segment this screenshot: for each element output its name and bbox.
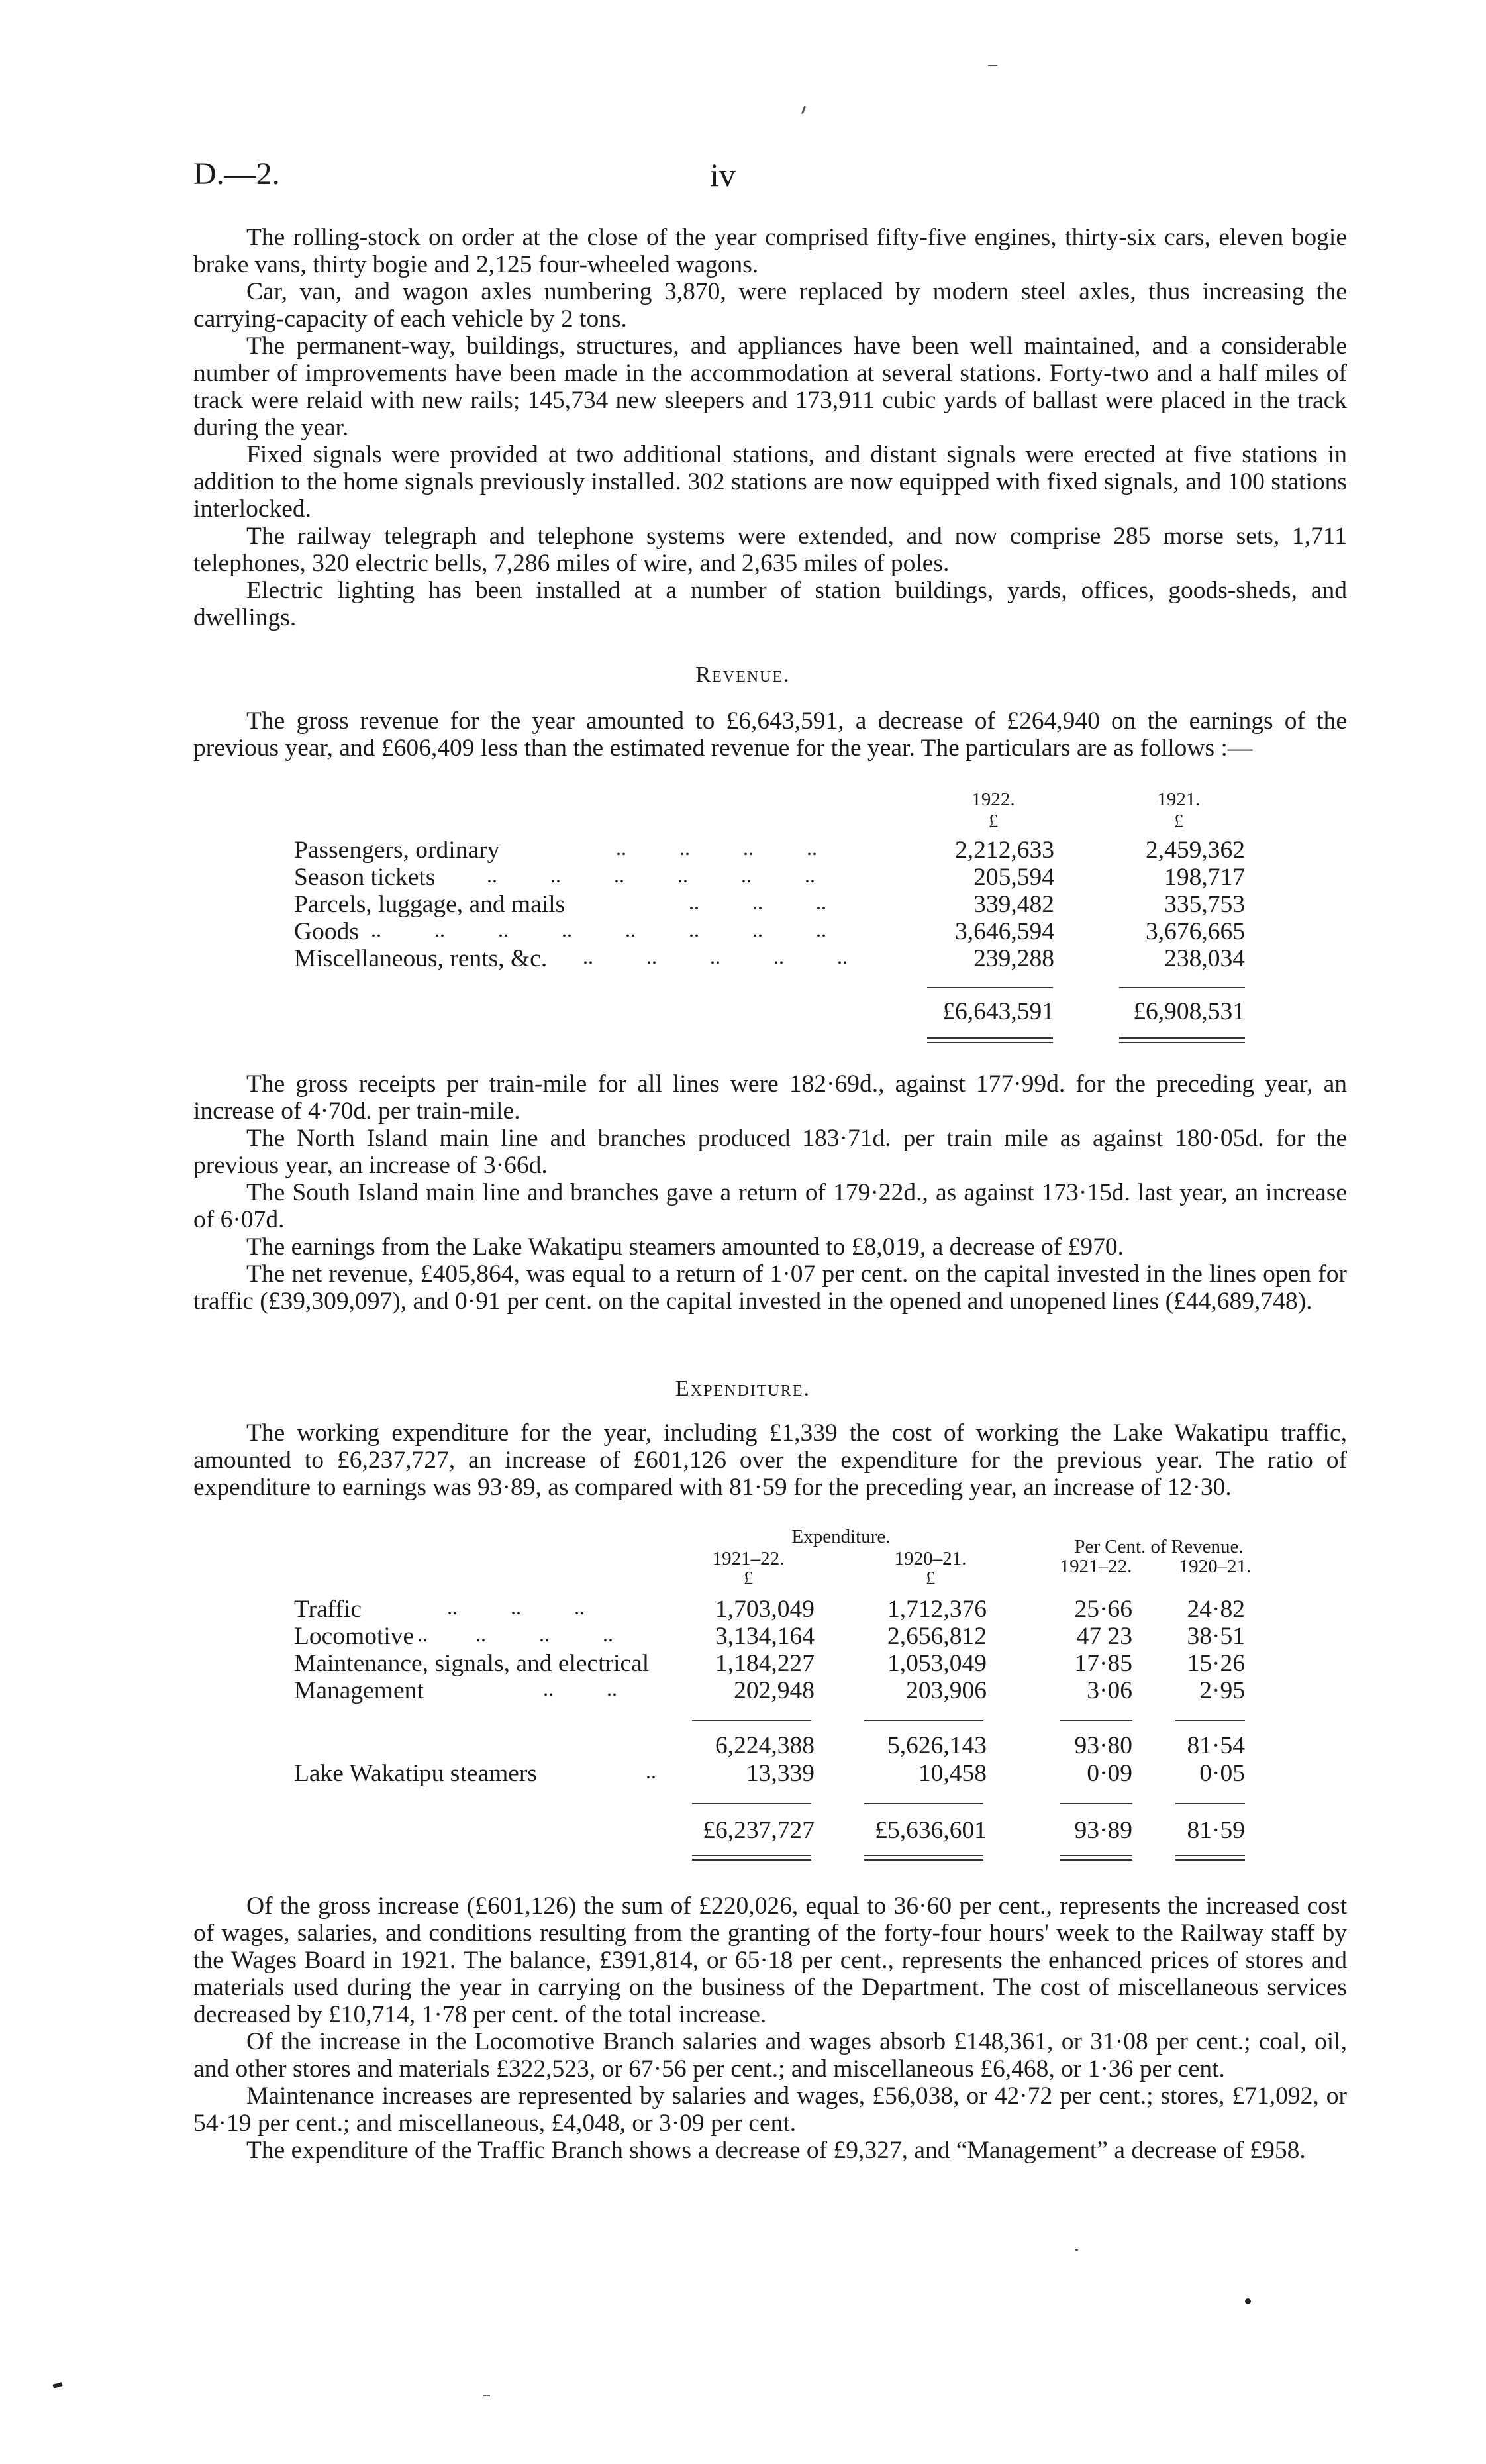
subtotal-percent-1921-22: 93·80	[1074, 1732, 1132, 1759]
total-1921: £6,908,531	[1133, 998, 1245, 1025]
leader-dots: .. ..	[543, 1676, 617, 1700]
paragraph: Fixed signals were provided at two additional stations, and distant signals were erected at five stations in addition to the home signals previously installed. 302 stations are now equipped with fixed signals, and 100 stations interlocked.	[193, 441, 1347, 523]
total-1920-21: £5,636,601	[875, 1817, 987, 1844]
value-1921: 3,676,665	[1146, 918, 1245, 945]
percent-1920-21: 15·26	[1187, 1650, 1245, 1677]
revenue-notes	[193, 1070, 1347, 1315]
row-label: Parcels, luggage, and mails	[294, 891, 566, 918]
subtotal-percent-1920-21: 81·54	[1187, 1732, 1245, 1759]
percent-1921-22: 3·06	[1087, 1677, 1132, 1704]
group-header-percent: Per Cent. of Revenue.	[1074, 1536, 1244, 1557]
table-rule	[1119, 987, 1245, 988]
value-1921: 2,459,362	[1146, 837, 1245, 864]
table-rule	[864, 1803, 983, 1804]
scan-mark	[988, 65, 997, 66]
total-1921-22: £6,237,727	[703, 1817, 815, 1844]
revenue-intro	[193, 707, 1347, 762]
row-label: Locomotive	[294, 1623, 415, 1650]
table-rule	[692, 1720, 811, 1721]
currency-symbol: £	[743, 1568, 754, 1589]
paragraph: Maintenance increases are represented by salaries and wages, £56,038, or 42·72 per cent.; stores, £71,092, or 54·19 per cent.; and miscellaneous, £4,048, or 3·09 per cent.	[193, 2082, 1347, 2137]
row-label: Passengers, ordinary	[294, 837, 500, 864]
group-header-expenditure: Expenditure.	[791, 1526, 891, 1547]
total-double-rule	[864, 1855, 983, 1861]
percent-1921-22: 25·66	[1074, 1596, 1132, 1623]
paragraph: The earnings from the Lake Wakatipu steamers amounted to £8,019, a decrease of £970.	[246, 1233, 1124, 1260]
paragraph: The railway telegraph and telephone systems were extended, and now comprise 285 morse sets, 1,711 telephones, 320 electric bells, 7,286 miles of wire, and 2,635 miles of poles.	[193, 523, 1347, 577]
subtotal-1920-21: 5,626,143	[887, 1732, 987, 1759]
paragraph: Electric lighting has been installed at a number of station buildings, yards, offices, goods-sheds, and dwellings.	[193, 577, 1347, 631]
value-1921-22: 13,339	[746, 1760, 815, 1787]
currency-symbol: £	[988, 811, 999, 832]
table-rule	[927, 987, 1053, 988]
column-header-1922: 1922.	[971, 789, 1015, 810]
expenditure-heading: Expenditure.	[675, 1376, 811, 1401]
expenditure-notes	[193, 1892, 1347, 2164]
total-1922: £6,643,591	[942, 998, 1054, 1025]
value-1920-21: 10,458	[918, 1760, 987, 1787]
document-reference: D.—2.	[193, 156, 280, 191]
value-1920-21: 203,906	[906, 1677, 987, 1704]
leader-dots: .. .. .. .. .. .. .. ..	[371, 917, 826, 941]
leader-dots: ..	[646, 1759, 656, 1783]
leader-dots: .. .. .. .. .. ..	[487, 863, 815, 887]
paragraph: The gross revenue for the year amounted to £6,643,591, a decrease of £264,940 on the earnings of the previous year, and £606,409 less than the estimated revenue for the year. The particulars are as follows :—	[193, 707, 1347, 762]
scan-mark	[1245, 2298, 1251, 2304]
paragraph: The South Island main line and branches gave a return of 179·22d., as against 173·15d. last year, an increase of 6·07d.	[193, 1179, 1347, 1233]
value-1921: 238,034	[1164, 945, 1245, 972]
subtotal-1921-22: 6,224,388	[715, 1732, 815, 1759]
value-1922: 339,482	[973, 891, 1054, 918]
total-double-rule	[927, 1037, 1053, 1043]
scan-mark	[1075, 2249, 1078, 2251]
table-rule	[1175, 1720, 1245, 1721]
leader-dots: .. .. .. .. ..	[583, 945, 848, 968]
page-number: iv	[710, 156, 736, 193]
value-1922: 2,212,633	[955, 837, 1054, 864]
leader-dots: .. .. ..	[689, 890, 826, 914]
intro-section	[193, 224, 1347, 631]
currency-symbol: £	[925, 1568, 936, 1589]
column-header-1921: 1921.	[1157, 789, 1201, 810]
paragraph: The permanent-way, buildings, structures, and appliances have been well maintained, and a considerable number of improvements have been made in the accommodation at several stations. Forty-two and a half miles of track were relaid with new rails; 145,734 new sleepers and 173,911 cubic yards of ballast were placed in the track during the year.	[193, 333, 1347, 441]
value-1921-22: 202,948	[734, 1677, 815, 1704]
row-label: Miscellaneous, rents, &c.	[294, 945, 548, 972]
total-percent-1920-21: 81·59	[1187, 1817, 1245, 1844]
value-1921-22: 1,184,227	[715, 1650, 815, 1677]
row-label: Management	[294, 1677, 424, 1704]
column-header: 1920–21.	[1179, 1556, 1252, 1577]
scan-mark	[52, 2382, 62, 2388]
column-header: 1920–21.	[894, 1548, 967, 1569]
percent-1921-22: 47 23	[1076, 1623, 1132, 1650]
scan-mark	[483, 2395, 490, 2396]
leader-dots: .. .. .. ..	[616, 836, 817, 860]
value-1920-21: 1,712,376	[887, 1596, 987, 1623]
revenue-heading: Revenue.	[695, 662, 791, 687]
row-label: Goods	[294, 918, 359, 945]
total-double-rule	[692, 1855, 811, 1861]
percent-1920-21: 2·95	[1199, 1677, 1245, 1704]
percent-1920-21: 38·51	[1187, 1623, 1245, 1650]
scan-mark	[801, 106, 806, 114]
value-1921-22: 1,703,049	[715, 1596, 815, 1623]
table-rule	[1060, 1803, 1132, 1804]
currency-symbol: £	[1173, 811, 1184, 832]
paragraph: The working expenditure for the year, including £1,339 the cost of working the Lake Wakatipu traffic, amounted to £6,237,727, an increase of £601,126 over the expenditure for the previous year. The ratio of expenditure to earnings was 93·89, as compared with 81·59 for the preceding year, an increase of 12·30.	[193, 1419, 1347, 1501]
column-header: 1921–22.	[712, 1548, 785, 1569]
value-1920-21: 2,656,812	[887, 1623, 987, 1650]
total-double-rule	[1119, 1037, 1245, 1043]
value-1922: 205,594	[973, 864, 1054, 891]
row-label: Maintenance, signals, and electrical	[294, 1650, 650, 1677]
paragraph: The expenditure of the Traffic Branch shows a decrease of £9,327, and “Management” a decrease of £958.	[246, 2137, 1306, 2164]
value-1922: 3,646,594	[955, 918, 1054, 945]
table-rule	[1175, 1803, 1245, 1804]
total-double-rule	[1060, 1855, 1132, 1861]
table-rule	[692, 1803, 811, 1804]
value-1922: 239,288	[973, 945, 1054, 972]
table-rule	[1060, 1720, 1132, 1721]
paragraph: The net revenue, £405,864, was equal to a return of 1·07 per cent. on the capital invested in the lines open for traffic (£39,309,097), and 0·91 per cent. on the capital invested in the opened and unopened lines (£44,689,748).	[193, 1260, 1347, 1315]
paragraph: The gross receipts per train-mile for all lines were 182·69d., against 177·99d. for the preceding year, an increase of 4·70d. per train-mile.	[193, 1070, 1347, 1125]
percent-1920-21: 24·82	[1187, 1596, 1245, 1623]
leader-dots: .. .. ..	[447, 1595, 585, 1619]
percent-1920-21: 0·05	[1199, 1760, 1245, 1787]
value-1921-22: 3,134,164	[715, 1623, 815, 1650]
column-header: 1921–22.	[1060, 1556, 1132, 1577]
row-label: Lake Wakatipu steamers	[294, 1760, 537, 1787]
expenditure-intro	[193, 1419, 1347, 1501]
paragraph: The rolling-stock on order at the close of the year comprised fifty-five engines, thirty-six cars, eleven bogie brake vans, thirty bogie and 2,125 four-wheeled wagons.	[193, 224, 1347, 278]
paragraph: Car, van, and wagon axles numbering 3,870, were replaced by modern steel axles, thus increasing the carrying-capacity of each vehicle by 2 tons.	[193, 278, 1347, 333]
row-label: Season tickets	[294, 864, 436, 891]
paragraph: Of the increase in the Locomotive Branch salaries and wages absorb £148,361, or 31·08 per cent.; coal, oil, and other stores and materials £322,523, or 67·56 per cent.; and miscellaneous £6,468, or 1·36 per cent.	[193, 2028, 1347, 2082]
total-double-rule	[1175, 1855, 1245, 1861]
leader-dots: .. .. .. ..	[417, 1622, 613, 1646]
value-1921: 198,717	[1164, 864, 1245, 891]
paragraph: Of the gross increase (£601,126) the sum of £220,026, equal to 36·60 per cent., represents the increased cost of wages, salaries, and conditions resulting from the granting of the forty-four hours' week to the Railway staff by the Wages Board in 1921. The balance, £391,814, or 65·18 per cent., represents the enhanced prices of stores and materials used during the year in carrying on the business of the Department. The cost of miscellaneous services decreased by £10,714, 1·78 per cent. of the total increase.	[193, 1892, 1347, 2028]
table-rule	[864, 1720, 983, 1721]
value-1920-21: 1,053,049	[887, 1650, 987, 1677]
percent-1921-22: 17·85	[1074, 1650, 1132, 1677]
total-percent-1921-22: 93·89	[1074, 1817, 1132, 1844]
row-label: Traffic	[294, 1596, 362, 1623]
value-1921: 335,753	[1164, 891, 1245, 918]
percent-1921-22: 0·09	[1087, 1760, 1132, 1787]
paragraph: The North Island main line and branches produced 183·71d. per train mile as against 180·05d. for the previous year, an increase of 3·66d.	[193, 1125, 1347, 1179]
